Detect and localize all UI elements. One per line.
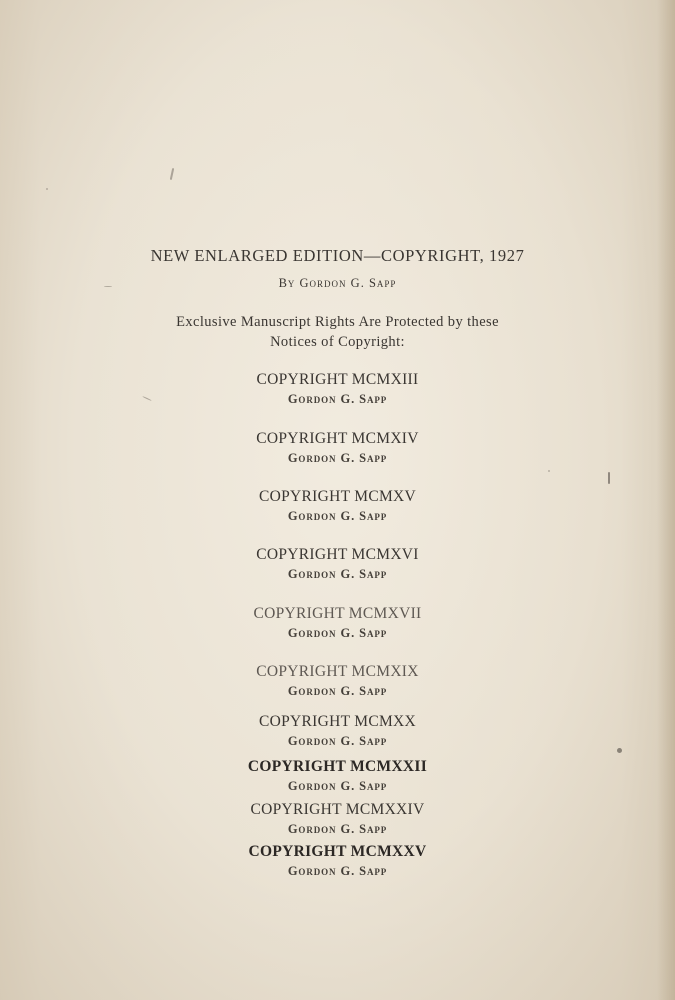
copyright-entry [0, 604, 675, 642]
copyright-title: COPYRIGHT MCMXVII [253, 605, 422, 622]
copyright-title: COPYRIGHT MCMXXIV [250, 801, 425, 818]
copyright-entry [0, 487, 675, 525]
author-name: Gordon G. Sapp [299, 276, 397, 290]
copyright-title: COPYRIGHT MCMXVI [256, 546, 419, 563]
rights-notice [0, 312, 675, 352]
copyright-holder: Gordon G. Sapp [287, 392, 388, 406]
copyright-holder: Gordon G. Sapp [287, 779, 388, 793]
paper-speck [608, 472, 610, 484]
copyright-title: COPYRIGHT MCMXXII [247, 758, 428, 775]
paper-speck [170, 168, 174, 180]
edition-header [0, 244, 675, 292]
copyright-title: COPYRIGHT MCMXXV [248, 843, 427, 860]
copyright-holder: Gordon G. Sapp [287, 822, 388, 836]
copyright-entry [0, 429, 675, 467]
copyright-title: COPYRIGHT MCMXIV [256, 430, 419, 447]
copyright-entry [0, 545, 675, 583]
paper-speck [548, 470, 550, 472]
copyright-title: COPYRIGHT MCMXX [258, 713, 417, 730]
copyright-entry [0, 662, 675, 700]
copyright-entry [0, 712, 675, 750]
copyright-holder: Gordon G. Sapp [287, 864, 388, 878]
copyright-entry [0, 842, 675, 880]
copyright-holder: Gordon G. Sapp [287, 684, 388, 698]
edition-title: NEW ENLARGED EDITION—COPYRIGHT, 1927 [150, 246, 525, 265]
copyright-entry [0, 800, 675, 838]
copyright-holder: Gordon G. Sapp [287, 567, 388, 581]
copyright-title: COPYRIGHT MCMXIII [256, 371, 419, 388]
author-credit [0, 274, 675, 292]
copyright-title: COPYRIGHT MCMXIX [256, 663, 419, 680]
rights-notice-line-1: Exclusive Manuscript Rights Are Protected by these [176, 314, 499, 330]
copyright-holder: Gordon G. Sapp [287, 451, 388, 465]
copyright-entry [0, 757, 675, 795]
copyright-entry [0, 370, 675, 408]
copyright-holder: Gordon G. Sapp [287, 509, 388, 523]
rights-notice-line-2: Notices of Copyright: [270, 334, 405, 350]
author-prefix: By [278, 276, 296, 290]
copyright-title: COPYRIGHT MCMXV [258, 488, 417, 505]
paper-speck [46, 188, 48, 190]
copyright-holder: Gordon G. Sapp [287, 626, 388, 640]
copyright-holder: Gordon G. Sapp [287, 734, 388, 748]
